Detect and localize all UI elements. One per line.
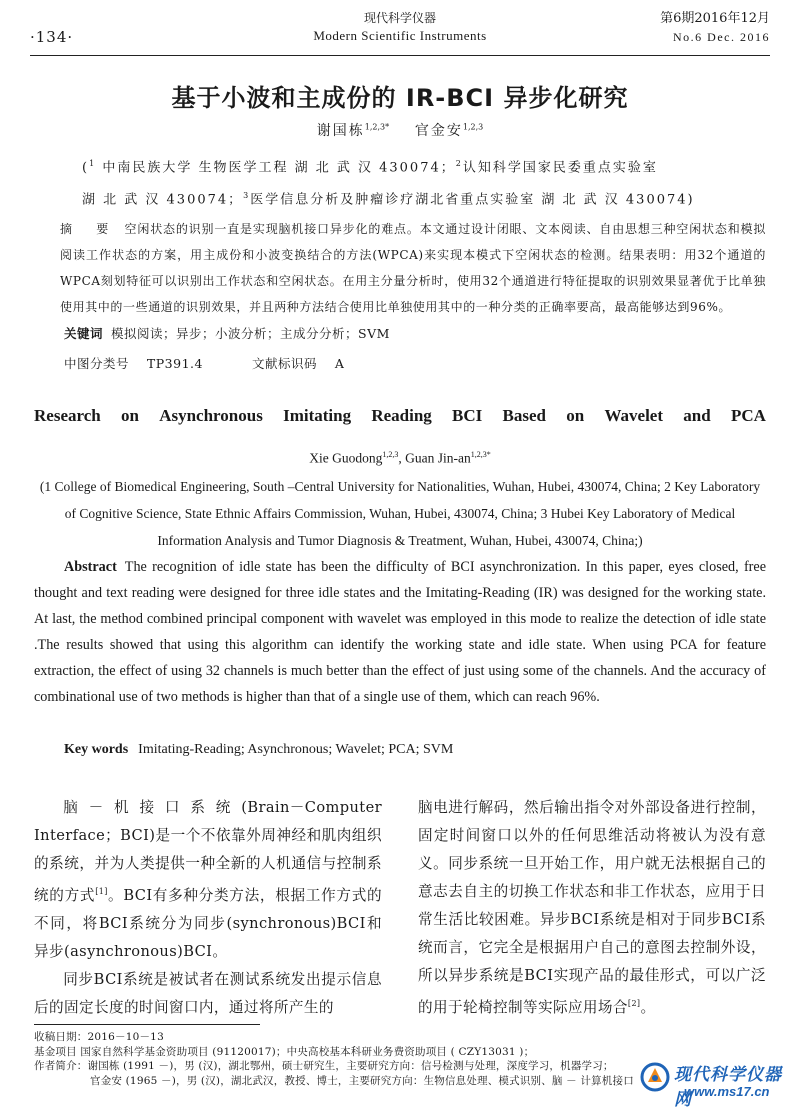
clc-value: TP391.4	[146, 356, 203, 371]
author-affil-sup: 1,2,3*	[470, 450, 491, 459]
title-word: on	[566, 406, 585, 425]
author-name: Xie Guodong	[309, 450, 383, 466]
author-affil-sup: 1,2,3	[462, 122, 484, 132]
watermark-text: 现代科学仪器网	[674, 1065, 782, 1110]
authors-cn	[0, 120, 800, 140]
doc-code-value: A	[334, 356, 345, 371]
title-word: on	[120, 406, 139, 425]
author-name: 谢国栋	[316, 123, 365, 139]
abstract-label: 摘 要	[60, 222, 119, 236]
keywords-label: 关键词	[64, 326, 104, 341]
clc-label: 中图分类号	[64, 356, 130, 371]
doc-code-label: 文献标识码	[251, 356, 317, 371]
body-paragraph: 脑电进行解码，然后输出指令对外部设备进行控制，固定时间窗口以外的任何思维活动将被认为没有意义。同步系统一旦开始工作，用户就无法根据自己的意志去自主的切换工作状态和非工作状态，应用于日常生活比较困难。异步BCI系统是相对于同步BCI系统而言，它完全是根据用户自己的意图去控制外设，所以异步系统是BCI实现产品的最佳形式，可以广泛的用于轮椅控制等实际应用场合[2]。	[418, 799, 766, 1016]
citation: [2]	[627, 999, 641, 1008]
abstract-text: 空闲状态的识别一直是实现脑机接口异步化的难点。本文通过设计闭眼、文本阅读、自由思想三种空闲状态和模拟阅读工作状态的方案，用主成份和小波变换结合的方法(WPCA)来实现本模式下空闲状态的检测。结果表明：用32个通道的WPCA刻划特征可以识别出工作状态和空闲状态。在用主分量分析时，使用32个通道进行特征提取的识别效果显著优于比单独使用其中的一些通道的识别效果，并且两种方法结合使用比单独使用其中的一种分类的正确率要高，最高能够达到96%。	[60, 222, 766, 314]
keywords-text: Imitating-Reading; Asynchronous; Wavelet; PCA; SVM	[138, 742, 454, 757]
author-bio: 作者简介：谢国栋 (1991 －)，男 (汉)，湖北鄂州，硕士研究生，主要研究方向：信号检测与处理，深度学习，机器学习；	[34, 1060, 614, 1072]
journal-name-cn: 现代科学仪器	[363, 11, 436, 25]
affiliations-cn	[82, 150, 740, 215]
title-word: Asynchronous	[159, 406, 263, 425]
watermark	[640, 1058, 792, 1110]
keywords-cn	[64, 324, 390, 342]
title-word: PCA	[730, 406, 766, 425]
affiliations-en: (1 College of Biomedical Engineering, South –Central University for Nationalities, Wuhan, Hubei, 430074, China; 2 Key Laboratory of Cognitive Science, State Ethnic Affairs Commission, Wuhan, Hubei, 430074, China; 3 Hubei Key Laboratory of Medical Information Analysis and Tumor Diagnosis & Treatment, Wuhan, Hubei, 430074, China;)	[39, 479, 761, 548]
issue-en: No.6 Dec. 2016	[673, 30, 770, 44]
author-name: 官金安	[414, 123, 463, 139]
body-column-left	[34, 794, 382, 1022]
body-paragraph: 同步BCI系统是被试者在测试系统发出提示信息后的固定长度的时间窗口内，通过将所产生的	[34, 970, 382, 1016]
issue-info	[660, 10, 770, 46]
watermark-url: www.ms17.cn	[684, 1084, 770, 1099]
abstract-text: The recognition of idle state has been the difficulty of BCI asynchronization. In this paper, eyes closed, free thought and text reading were designed for three idle states and the Imitating-Reading (IR) was designed for the working state. At last, the method combined principal component with wavelet was employed in this mode to realize the detection of idle state .The results showed that using this algorithm can identify the working state and idle state. When using PCA for feature extraction, the effect of using 32 channels is much better than the effect of just using some of the channels. And the accuracy of combinational use of two methods is higher than that of a single use of them, which can reach 96%.	[34, 559, 766, 705]
received-date: 收稿日期：2016－10－13	[34, 1031, 164, 1043]
citation: [1]	[95, 887, 108, 896]
abstract-cn	[60, 216, 766, 320]
classification-cn	[64, 354, 344, 372]
watermark-logo-icon	[640, 1062, 670, 1092]
footnote-divider	[34, 1024, 260, 1025]
paper-title-en	[34, 406, 766, 426]
fund-info: 基金项目 国家自然科学基金资助项目 (91120017)；中央高校基本科研业务费资助项目 ( CZY13031 )；	[34, 1045, 535, 1058]
affiliation-line: ($^1$ 中南民族大学 生物医学工程 湖 北 武 汉 430074；$^2$认知科学国家民委重点实验室	[82, 159, 658, 176]
keywords-text: 模拟阅读；异步；小波分析；主成分分析；SVM	[111, 326, 390, 341]
author-name: Guan Jin-an	[405, 450, 471, 466]
keywords-label: Key words	[64, 742, 129, 757]
authors-en: Xie Guodong$^{1,2,3}$, Guan Jin-$an^{1,2,3*}$	[309, 450, 491, 466]
title-word: BCI	[452, 406, 483, 425]
paper-title-cn: 基于小波和主成份的 IR-BCI 异步化研究	[171, 84, 629, 112]
title-word: Research	[34, 406, 101, 425]
abstract-label: Abstract	[64, 559, 117, 575]
footnotes	[34, 1030, 640, 1088]
author-affil-sup: 1,2,3*	[364, 122, 390, 132]
page-number: ·134·	[30, 28, 74, 46]
body-paragraph: 脑－机接口系统(Brain－Computer Interface；BCI)是一个不依靠外周神经和肌肉组织的系统，并为人类提供一种全新的人机通信与控制系统的方式[1]。BCI有多种分类方法，根据工作方式的不同，将BCI系统分为同步(synchronous)BCI和异步(asynchronous)BCI。	[34, 799, 382, 960]
title-word: and	[683, 406, 711, 425]
running-header	[30, 8, 770, 56]
journal-name-en: Modern Scientific Instruments	[313, 28, 487, 43]
affiliation-line: 湖 北 武 汉 430074；$^3$医学信息分析及肿瘤诊疗湖北省重点实验室 湖 北 武 汉 430074)	[82, 191, 695, 208]
keywords-en	[64, 742, 453, 758]
author-affil-sup: 1,2,3	[382, 450, 399, 459]
abstract-en	[34, 554, 766, 710]
body-column-right	[418, 794, 766, 1022]
title-word: Based	[502, 406, 546, 425]
title-word: Imitating	[283, 406, 352, 425]
issue-cn: 第6期2016年12月	[660, 11, 770, 26]
title-word: Reading	[371, 406, 432, 425]
journal-name	[30, 10, 770, 44]
author-bio: 官金安 (1965 －)，男 (汉)，湖北武汉，教授、博士，主要研究方向：生物信息处理、模式识别、脑 － 计算机接口	[90, 1074, 634, 1087]
title-word: Wavelet	[604, 406, 664, 425]
